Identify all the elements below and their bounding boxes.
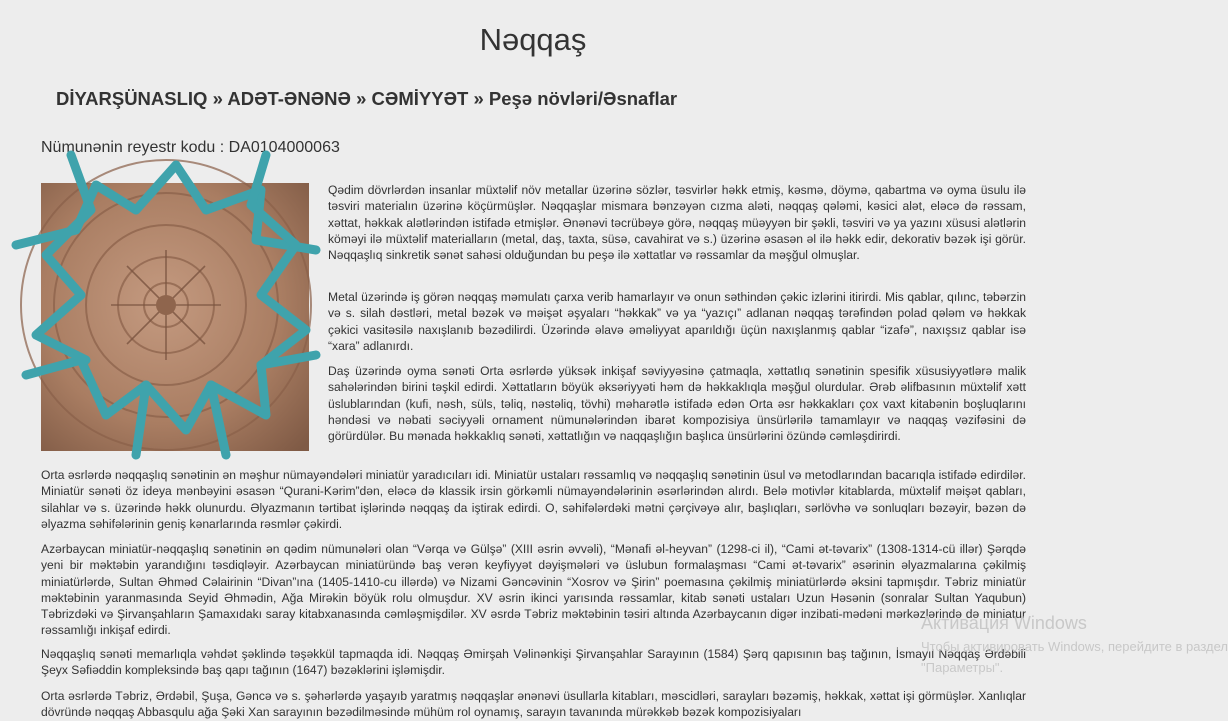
watermark-title: Активация Windows: [921, 613, 1087, 633]
ornament-image: [41, 183, 309, 451]
article-paragraph: Daş üzərində oyma sənəti Orta əsrlərdə yüksək inkişaf səviyyəsinə çatmaqla, xəttatlıq sənətinin spesifik xüsusiyyətlərə malik sahələrindən birini təşkil edirdi. Xəttatların böyük əksəriyyəti həm də həkkaklıqla məşğul olurdular. Ərəb əlifbasının müxtəlif xətt üslublarından (kufi, nəsh, süls, təliq, nəstəliq, tövhi) məharətlə istifadə edən Orta əsr həkkakları çox vaxt kitabənin boşluqlarını həndəsi və nəbati səciyyəli ornament nümunələrindən ibarət kompozisiya ünsürlərilə tamamlayır və naqqaş vəzifəsini də görürdülər. Bu mənada həkkaklıq sənəti, xəttatlığın və naqqaşlığın başlıca ünsürlərini özündə cəmləşdirirdi.: [328, 364, 1026, 444]
breadcrumb-separator: »: [356, 88, 372, 109]
breadcrumb-item-pese-novleri[interactable]: Peşə növləri/Əsnaflar: [488, 88, 678, 109]
article-paragraph: Azərbaycan miniatür-nəqqaşlıq sənətinin ən qədim nümunələri olan “Vərqa və Gülşə” (XIII əsrin əvvəli), “Mənafi əl-heyvan” (1298-ci il), “Cami ət-təvarix” (1308-1314-cü illər) Şərqdə yeni bir məktəbin yarandığını təsdiqləyir. Azərbaycan miniatüründə baş verən keyfiyyət dəyişmələri və üslubun formalaşması “Cami ət-təvarix” əsərinin əlyazmalarına çəkilmiş miniatürlərdə, Sultan Əhməd Cəlairinin “Divan”ına (1405-1410-cu illərdə) və Nizami Gəncəvinin “Xosrov və Şirin” poemasına çəkilmiş miniatürlərdə əksini tapmışdır. Təbriz miniatür məktəbinin yaranmasında Seyid Əhmədin, Ağa Mirəkin böyük rolu olmuşdur. XV əsrin ikinci yarısında rəssamlar, kitab sənəti ustaları Uzun Həsənin (sonralar Sultan Yaqubun) Təbrizdəki və Şirvanşahların Şamaxıdakı saray kitabxanasında cəmləşmişdilər. XV əsrdə Təbriz məktəbinin təsiri altında Azərbaycanın digər inzibati-mədəni mərkəzlərində də miniatur rəssamlığı inkişaf edirdi.: [41, 542, 1026, 638]
breadcrumb: [56, 88, 677, 110]
breadcrumb-separator: »: [212, 88, 228, 109]
windows-activation-watermark: [921, 612, 1228, 676]
ornament-illustration: [41, 183, 309, 451]
article-paragraph: Orta əsrlərdə Təbriz, Ərdəbil, Şuşa, Gəncə və s. şəhərlərdə yaşayıb yaratmış nəqqaşlar ənənəvi üsullarla kitabları, məscidləri, sarayları bəzəmiş, həkkak, xəttat işi görmüşlər. Xanlıqlar dövründə nəqqaş Abbasqulu ağa Şəki Xan sarayının bəzədilməsində mühüm rol oynamış, sarayın tavanında mürəkkəb bəzək kompozisiyaları: [41, 689, 1026, 720]
registry-code: Nümunənin reyestr kodu : DA0104000063: [41, 139, 340, 156]
breadcrumb-item-cemiyyet[interactable]: CƏMİYYƏT: [371, 88, 469, 109]
article-paragraph: Metal üzərində iş görən nəqqaş məmulatı çarxa verib hamarlayır və onun səthindən çəkic izlərini itirirdi. Mis qablar, qılınc, təbərzin və s. silah dəstləri, metal bəzək və məişət əşyaları “həkkak” və ya “yazıçı” adlanan nəqqaş tərəfindən polad qələm və həkkak çəkici vasitəsilə naxışlanıb bəzədilirdi. Üzərində əlavə əməliyyat aparıldığı üçün naxışlanmış qablar “izafə”, naxışsız qablar isə “xara” adlanırdı.: [328, 290, 1026, 353]
breadcrumb-item-adet-enene[interactable]: ADƏT-ƏNƏNƏ: [227, 88, 351, 109]
article-paragraph: Nəqqaşlıq sənəti memarlıqla vəhdət şəklində təşəkkül tapmaqda idi. Nəqqaş Əmirşah Vəlinənkişi Şirvanşahlar Sarayının (1584) Şərq qapısının baş tağının, İsmayıl Nəqqaş Ərdəbili Şeyx Səfiəddin kompleksində baş qapı tağının (1647) bəzəklərini işləmişdir.: [41, 647, 1026, 678]
breadcrumb-item-diyarsunasliq[interactable]: DİYARŞÜNASLIQ: [56, 88, 208, 109]
watermark-text: Чтобы активировать Windows, перейдите в раздел: [921, 639, 1228, 654]
breadcrumb-separator: »: [473, 88, 489, 109]
article-paragraph: Qədim dövrlərdən insanlar müxtəlif növ metallar üzərinə sözlər, təsvirlər həkk etmiş, kəsmə, döymə, qabartma və oyma üsulu ilə təsviri materialın üzərinə köçürmüşlər. Nəqqaşlar mismara bənzəyən cızma aləti, nəqqaş qələmi, kəsici alət, eləcə də rəssam, xəttat, həkkak alətlərindən istifadə etmişlər. Ənənəvi təcrübəyə görə, nəqqaş müəyyən bir şəkli, təsviri və ya yazını xüsusi alətlərin köməyi ilə müxtəlif materialların (metal, daş, taxta, süsə, cavahirat və s.) üzərinə əsasən əl ilə həkk edir, dekorativ bəzək işi görür. Nəqqaşlıq sinkretik sənət sahəsi olduğundan bu peşə ilə xəttatlar və rəssamlar da məşğul olmuşlar.: [328, 183, 1026, 263]
article-paragraph: Orta əsrlərdə nəqqaşlıq sənətinin ən məşhur nümayəndələri miniatür yaradıcıları idi. Miniatür ustaları rəssamlıq və nəqqaşlıq sənətinin üsul və metodlarından bacarıqla istifadə edirdilər. Miniatür sənəti öz ideya mənbəyini əsasən “Qurani-Kərim”dən, eləcə də klassik irsin görkəmli nümayəndələrinin əsərlərindən alırdı. Belə motivlər kitablarda, müxtəlif məişət qabları, silahlar və s. üzərində həkk olunurdu. Əlyazmanın tərtibat işlərində nəqqaş da iştirak edirdi. O, səhifələrdəki mətni çərçivəyə alır, başlıqları, sərlövhə və sonluqları bəzəyir, bəzən də əlyazma səhifələrinin geniş kənarlarında rəsmlər çəkirdi.: [41, 468, 1026, 531]
page-title: Nəqqaş: [479, 22, 587, 57]
watermark-settings: "Параметры".: [921, 660, 1004, 675]
